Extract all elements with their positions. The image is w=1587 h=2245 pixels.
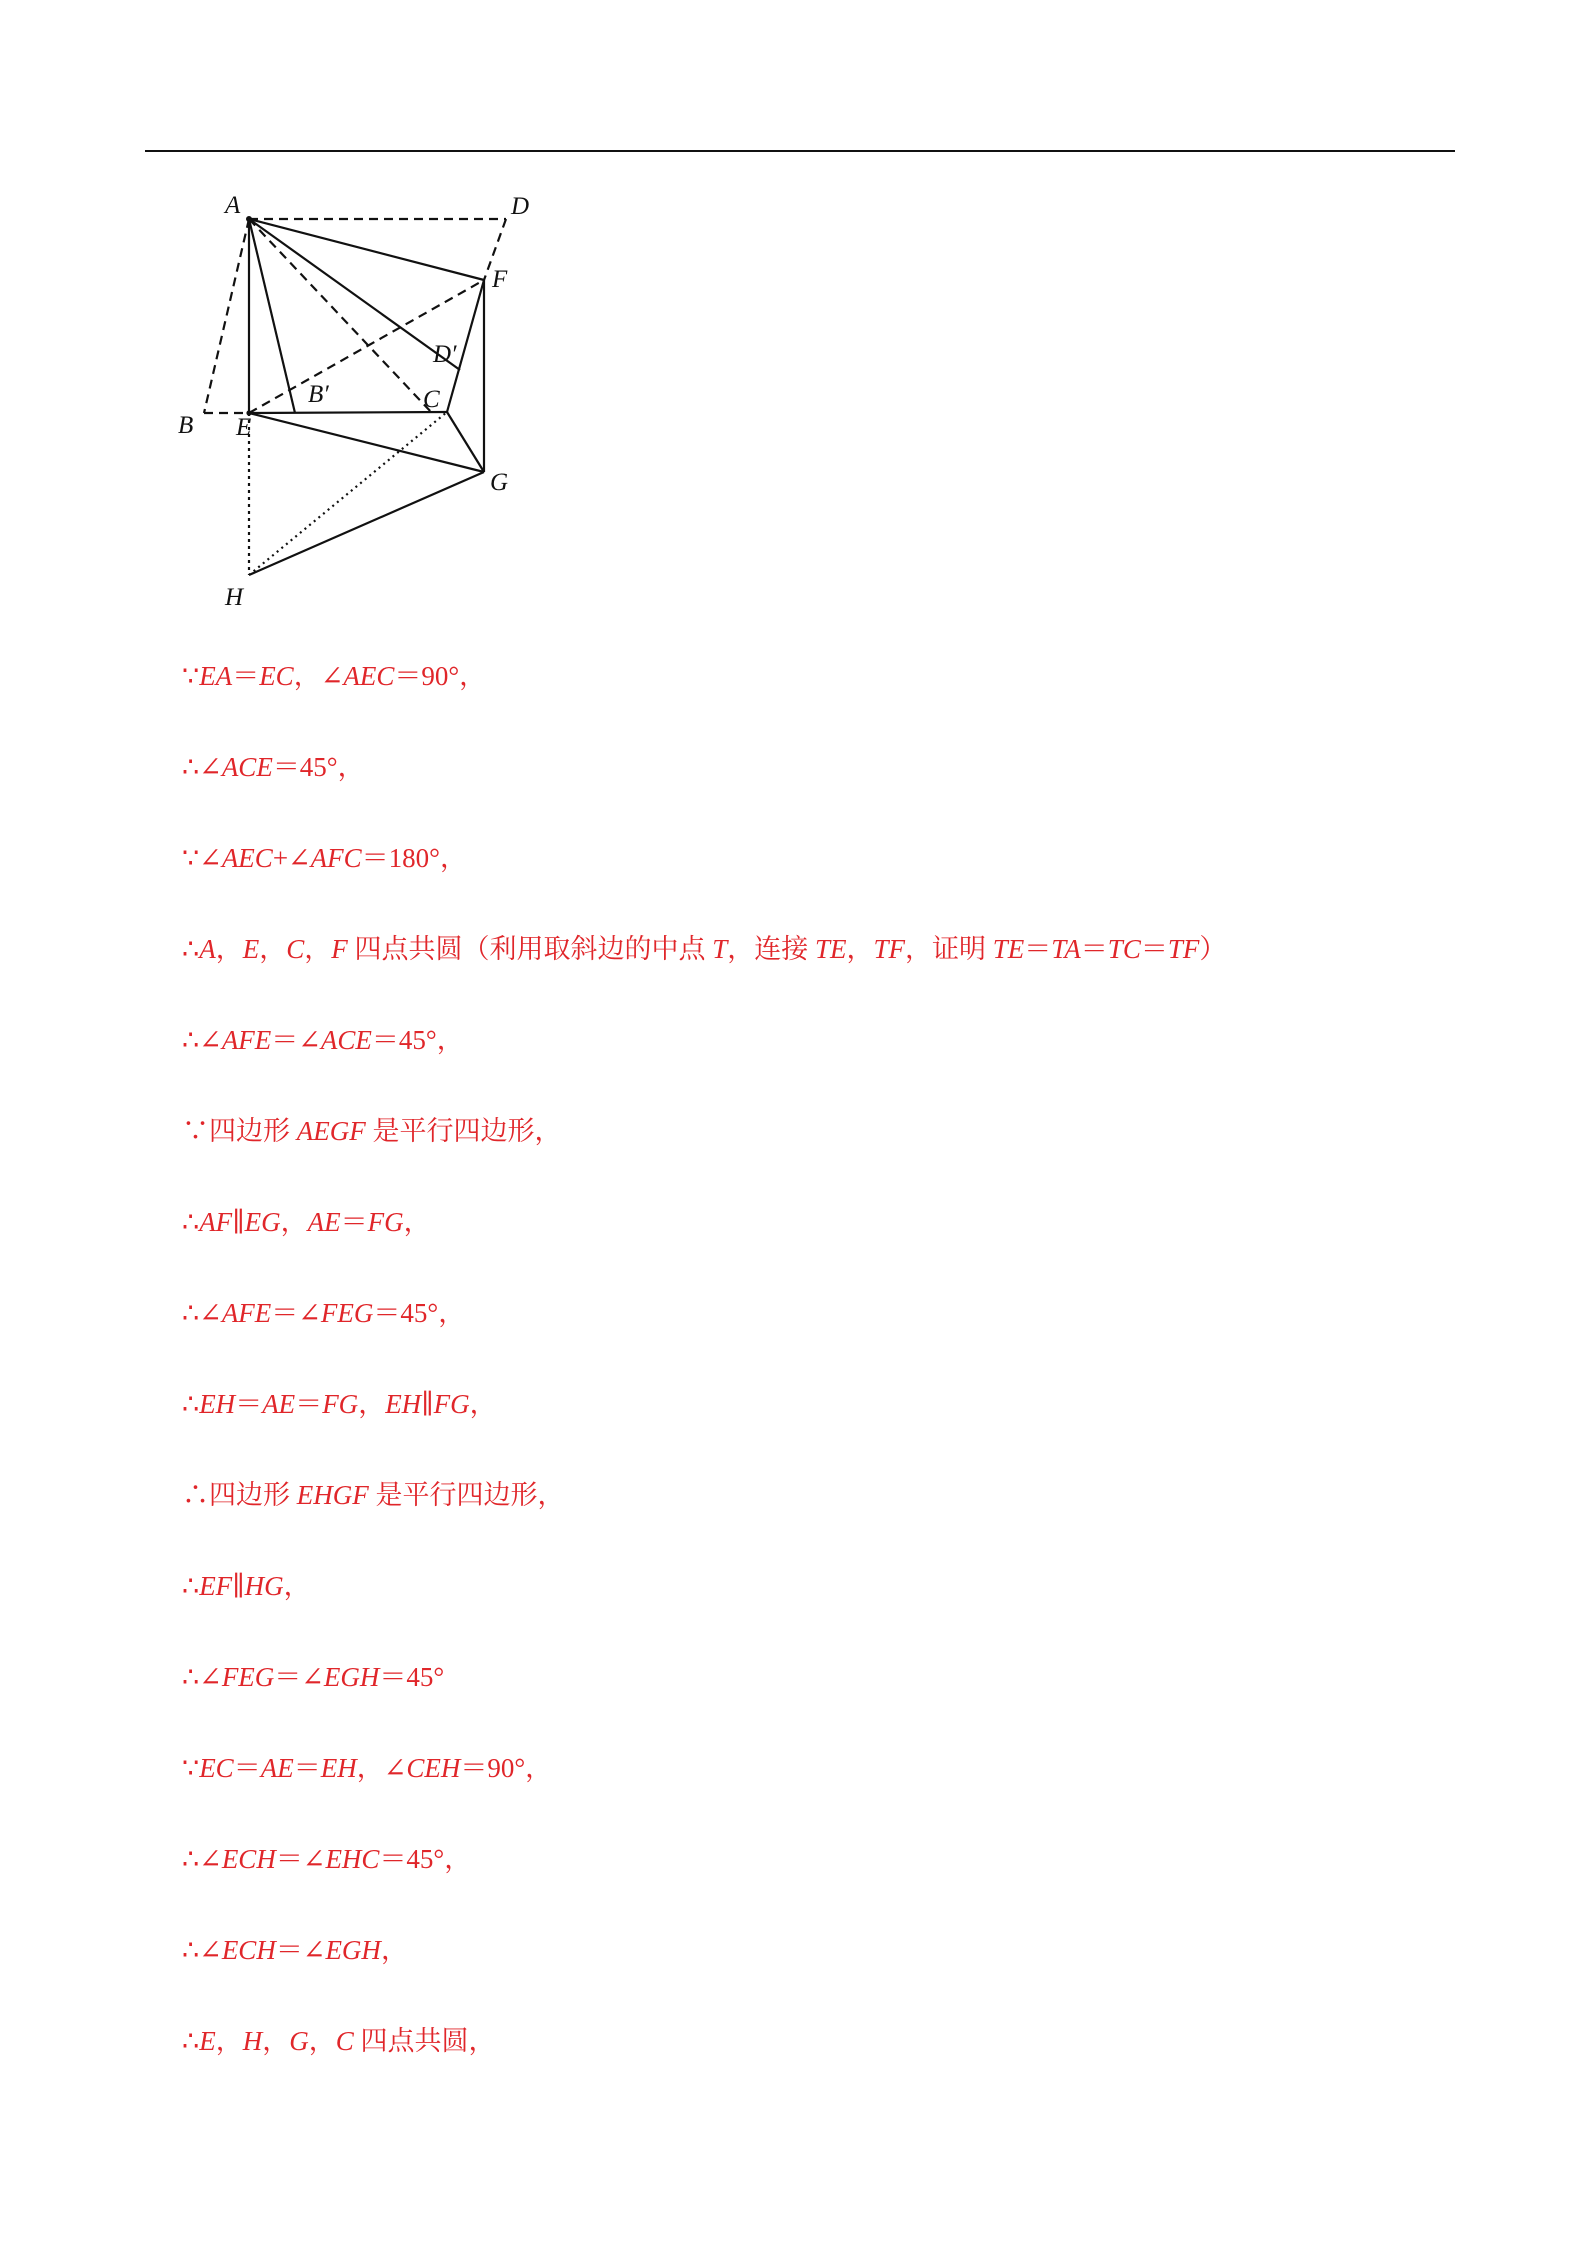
solution-step: ∵四边形 AEGF 是平行四边形， (182, 1116, 562, 1146)
label-B: B (178, 412, 194, 439)
solution-step: ∵EC＝AE＝EH，∠CEH＝90°， (182, 1753, 553, 1783)
solution-step: ∴EH＝AE＝FG，EH∥FG， (182, 1389, 497, 1419)
solution-step: ∴∠ACE＝45°， (182, 752, 365, 782)
solution-step: ∴∠ECH＝∠EHC＝45°， (182, 1844, 472, 1874)
solution-step: ∴EF∥HG， (182, 1571, 311, 1601)
segment-AD-prime (249, 219, 460, 370)
label-A: A (225, 192, 241, 219)
label-D-prime: D′ (433, 341, 457, 368)
label-F: F (492, 266, 508, 293)
solution-step: ∴AF∥EG，AE＝FG， (182, 1207, 431, 1237)
header-rule (145, 150, 1455, 152)
segment-EG (249, 413, 484, 472)
solution-step: ∵∠AEC+∠AFC＝180°， (182, 843, 467, 873)
label-G: G (490, 469, 509, 496)
solution-step: ∵EA＝EC，∠AEC＝90°， (182, 661, 487, 691)
segment-EC (249, 412, 447, 413)
label-C: C (423, 386, 440, 413)
segment-HC-dotted (249, 412, 447, 575)
solution-step: ∴∠FEG＝∠EGH＝45° (182, 1662, 445, 1692)
segment-HG (249, 472, 484, 575)
label-E: E (236, 414, 252, 441)
solution-step: ∴∠AFE＝∠FEG＝45°， (182, 1298, 466, 1328)
solution-step: ∴A，E，C，F 四点共圆（利用取斜边的中点 T，连接 TE，TF，证明 TE＝TA＝TC＝TF） (182, 934, 1227, 964)
point-A (246, 216, 252, 222)
label-H: H (225, 584, 244, 611)
label-B-prime: B′ (308, 381, 329, 408)
solution-step: ∴E，H，G，C 四点共圆， (182, 2026, 496, 2056)
solution-steps (182, 658, 1432, 2114)
solution-step: ∴∠ECH＝∠EGH， (182, 1935, 408, 1965)
segment-AC-dashed (249, 219, 432, 413)
label-D: D (511, 193, 530, 220)
segment-AB (204, 219, 249, 413)
geometry-figure (170, 180, 570, 620)
solution-step: ∴四边形 EHGF 是平行四边形， (182, 1480, 565, 1510)
solution-step: ∴∠AFE＝∠ACE＝45°， (182, 1025, 464, 1055)
segment-AF (249, 219, 484, 280)
